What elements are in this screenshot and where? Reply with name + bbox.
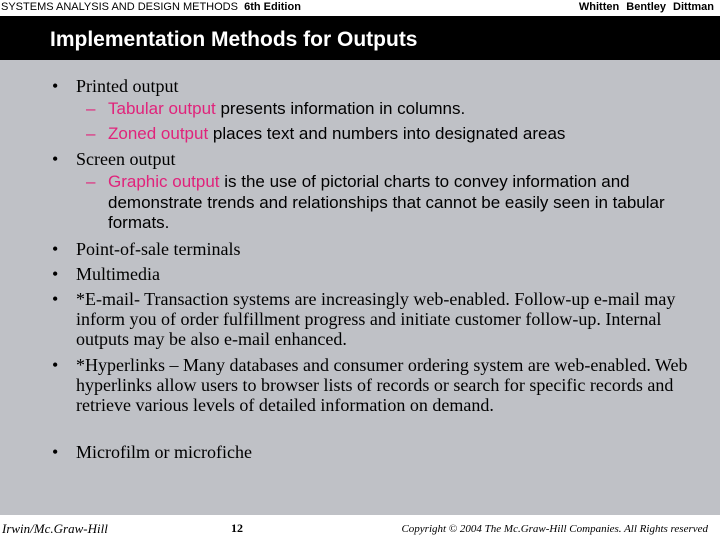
sub-bullet-text: [108, 99, 708, 120]
bullet-text: Multimedia: [76, 264, 160, 284]
bullet-text: *Hyperlinks – Many databases and consumer ordering system are web-enabled. Web hyperlinks allow users to browser lists of records or search for specific records and retrieve various levels of detailed information on demand.: [76, 355, 688, 415]
title-bar: [0, 16, 720, 60]
sub-bullet-text: [108, 124, 708, 145]
bullet-text: Screen output: [76, 149, 176, 169]
header-book: [1, 0, 301, 14]
highlight-term: Tabular output: [108, 99, 216, 118]
bullet-marker: •: [52, 149, 59, 169]
sub-bullet-rest: places text and numbers into designated areas: [208, 124, 566, 143]
sub-bullet-rest: presents information in columns.: [215, 99, 466, 118]
sub-bullet-marker: –: [86, 124, 96, 143]
sub-bullet-marker: –: [86, 99, 96, 118]
bullet-marker: •: [52, 355, 59, 375]
footer-bar: [0, 515, 720, 540]
highlight-term: Zoned output: [108, 124, 209, 143]
bullet-marker: •: [52, 76, 59, 96]
bullet-marker: •: [52, 289, 59, 309]
bullet-marker: •: [52, 442, 59, 462]
edition: 6th Edition: [244, 1, 301, 13]
sub-bullet-rest: is the use of pictorial charts to convey information and demonstrate trends and relationships that cannot be easily seen in tabular formats.: [108, 172, 665, 232]
bullet-text: Microfilm or microfiche: [76, 442, 252, 462]
sub-bullet-marker: –: [86, 172, 96, 191]
bullet-marker: •: [52, 239, 59, 259]
header-authors: Whitten Bentley Dittman: [578, 1, 714, 13]
bullet-text: Printed output: [76, 76, 179, 96]
footer-publisher: Irwin/Mc.Graw-Hill: [2, 521, 108, 536]
bullet-text: *E-mail- Transaction systems are increasingly web-enabled. Follow-up e-mail may inform you of order fulfillment progress and initiate customer follow-up. Internal outputs may be also e-mail enhanced.: [76, 289, 676, 349]
header-bar: [0, 0, 720, 16]
highlight-term: Graphic output: [108, 172, 220, 191]
footer-copyright: Copyright © 2004 The Mc.Graw-Hill Companies. All Rights reserved: [401, 523, 708, 535]
slide-content: [0, 60, 720, 515]
sub-bullet-text: [108, 172, 693, 234]
bullet-text: Point-of-sale terminals: [76, 239, 241, 259]
book-title: SYSTEMS ANALYSIS AND DESIGN METHODS: [1, 1, 238, 13]
slide-title: Implementation Methods for Outputs: [50, 28, 418, 51]
bullet-marker: •: [52, 264, 59, 284]
page-number: 12: [231, 521, 243, 535]
